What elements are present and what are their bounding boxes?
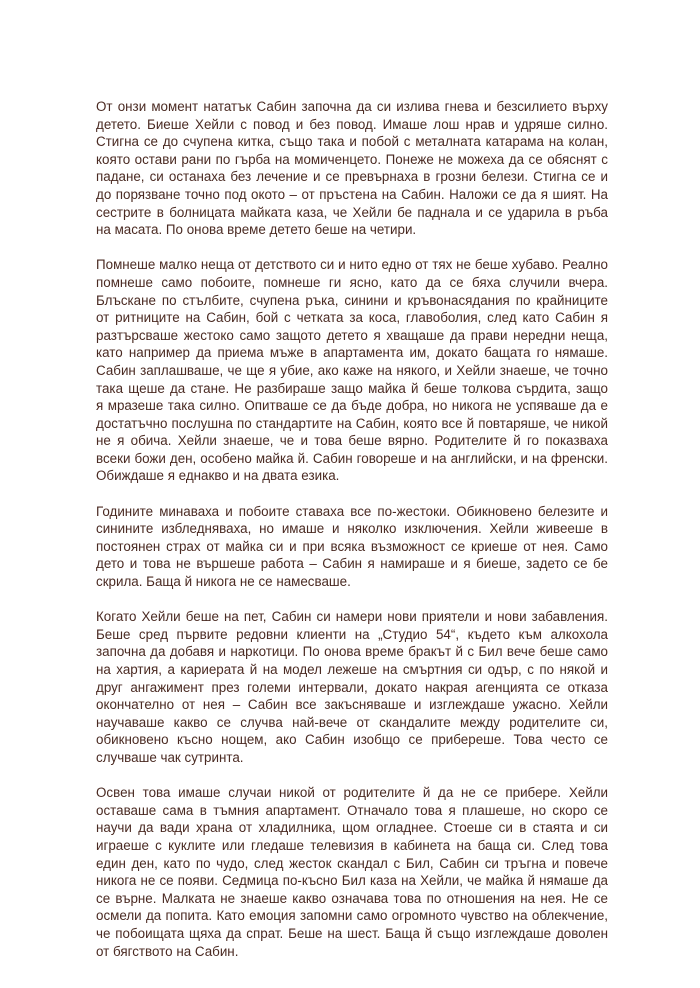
text-line: оставаше сама в тъмния апартамент. Отначало това я плашеше, но скоро се [96,802,608,818]
text-line: достатъчно послушна по стандартите на Сабин, която все й повтаряше, че никой [96,415,608,431]
text-line: на хартия, а кариерата й на модел лежеше на смъртния си одър, с по някой и [96,662,608,677]
text-line: скрила. Баща й никога не се намесваше. [96,574,351,590]
text-line: Освен това имаше случаи никой от родителите й да не се прибере. Хейли [96,785,608,801]
text-line: всеки божи ден, особено майка й. Сабин говореше и на английски, и на френски. [96,450,608,466]
text-line: детето. Биеше Хейли с повод и без повод. Имаше лош нрав и удряше силно. [96,116,608,132]
text-line: никога не се появи. Седмица по-късно Бил каза на Хейли, че майка й нямаше да [96,873,608,889]
text-line: От онзи момент нататък Сабин започна да си излива гнева и безсилието върху [96,99,608,114]
text-line: случваше чак сутринта. [96,749,244,765]
text-line: помнеше само побоите, помнеше ги ясно, като да се бяха случили вчера. [96,274,608,290]
text-line: осмели да попита. Като емоция запомни само огромното чувство на облекчение, [96,908,608,924]
paragraph-5 [96,784,608,960]
text-line: не я обича. Хейли знаеше, че и това беше вярно. Родителите й го показваха [96,433,608,449]
text-line: падане, си останаха без лечение и се превърнаха в грозни белези. Стигна се и [96,169,608,185]
paragraph-1 [96,98,608,239]
text-line: от ритниците на Сабин, бой с четката за коса, главоболия, след като Сабин я [96,310,608,326]
text-line: друг ангажимент през големи интервали, докато накрая агенцията се отказа [96,679,608,695]
text-line: дето и това не вършеше работа – Сабин я намираше и я биеше, задето се бе [96,556,608,572]
paragraph-2 [96,256,608,485]
text-line: окончателно от нея – Сабин все закъсняваше и изглеждаше ужасно. Хейли [96,697,608,713]
text-line: научи да вади храна от хладилника, щом огладнее. Стоеше си в стаята и си [96,820,608,836]
text-line: научаваше какво се случва най-вече от скандалите между родителите си, [96,714,608,730]
text-line: на масата. По онова време детето беше на четири. [96,222,417,238]
text-line: се върне. Малката не знаеше какво означава това по отношения на нея. Не се [96,890,608,906]
text-line: Годините минаваха и побоите ставаха все по-жестоки. Обикновено белезите и [96,503,608,519]
text-line: синините избледняваха, но имаше и няколко изключения. Хейли живееше в [96,521,608,537]
text-line: Обиждаше я еднакво и на двата езика. [96,468,340,484]
text-line: Блъскане по стълбите, счупена ръка, синини и кръвонасядания по крайниците [96,292,608,308]
text-line: един ден, като по чудо, след жесток скандал с Бил, Сабин си тръгна и повече [96,855,608,871]
text-line: разтърсваше жестоко само защото детето я хващаше да прави нередни неща, [96,327,608,343]
text-line: която остави рани по гърба на момиченцето. Понеже не можеха да се обяснят с [96,151,608,167]
text-line: Сабин заплашваше, че ще я убие, ако каже на някого, и Хейли знаеше, че точно [96,362,608,378]
text-line: така щеше да стане. Не разбираше защо майка й беше толкова сърдита, защо [96,380,608,396]
paragraph-4 [96,608,608,766]
text-line: я мразеше така силно. Опитваше се да бъде добра, но никога не успяваше да е [96,398,608,414]
text-column [96,98,608,978]
text-line: обикновено късно нощем, ако Сабин изобщо се прибереше. Това често се [96,732,608,748]
paragraph-3 [96,503,608,591]
text-line: от бягството на Сабин. [96,943,239,959]
text-line: че побоищата щяха да спрат. Беше на шест. Баща й също изглеждаше доволен [96,925,608,941]
text-line: Помнеше малко неща от детството си и нито едно от тях не беше хубаво. Реално [96,257,608,273]
text-line: до порязване точно под окото – от пръстена на Сабин. Наложи се да я шият. На [96,186,608,202]
text-line: Беше сред първите редовни клиенти на „Студио 54“, където към алкохола [96,626,608,642]
text-line: Когато Хейли беше на пет, Сабин си намери нови приятели и нови забавления. [96,609,608,625]
text-line: Стигна се до счупена китка, също така и побой с металната катарама на колан, [96,134,608,150]
text-line: започна да добавя и наркотици. По онова време бракът й с Бил вече беше само [96,644,608,660]
text-line: сестрите в болницата майката каза, че Хейли бе паднала и се ударила в ръба [96,204,608,220]
text-line: като например да приема мъже в апартамента им, докато бащата го нямаше. [96,345,608,361]
text-line: постоянен страх от майка си и при всяка възможност се криеше от нея. Само [96,538,608,554]
text-line: играеше с куклите или гледаше телевизия в кабинета на баща си. След това [96,837,608,853]
